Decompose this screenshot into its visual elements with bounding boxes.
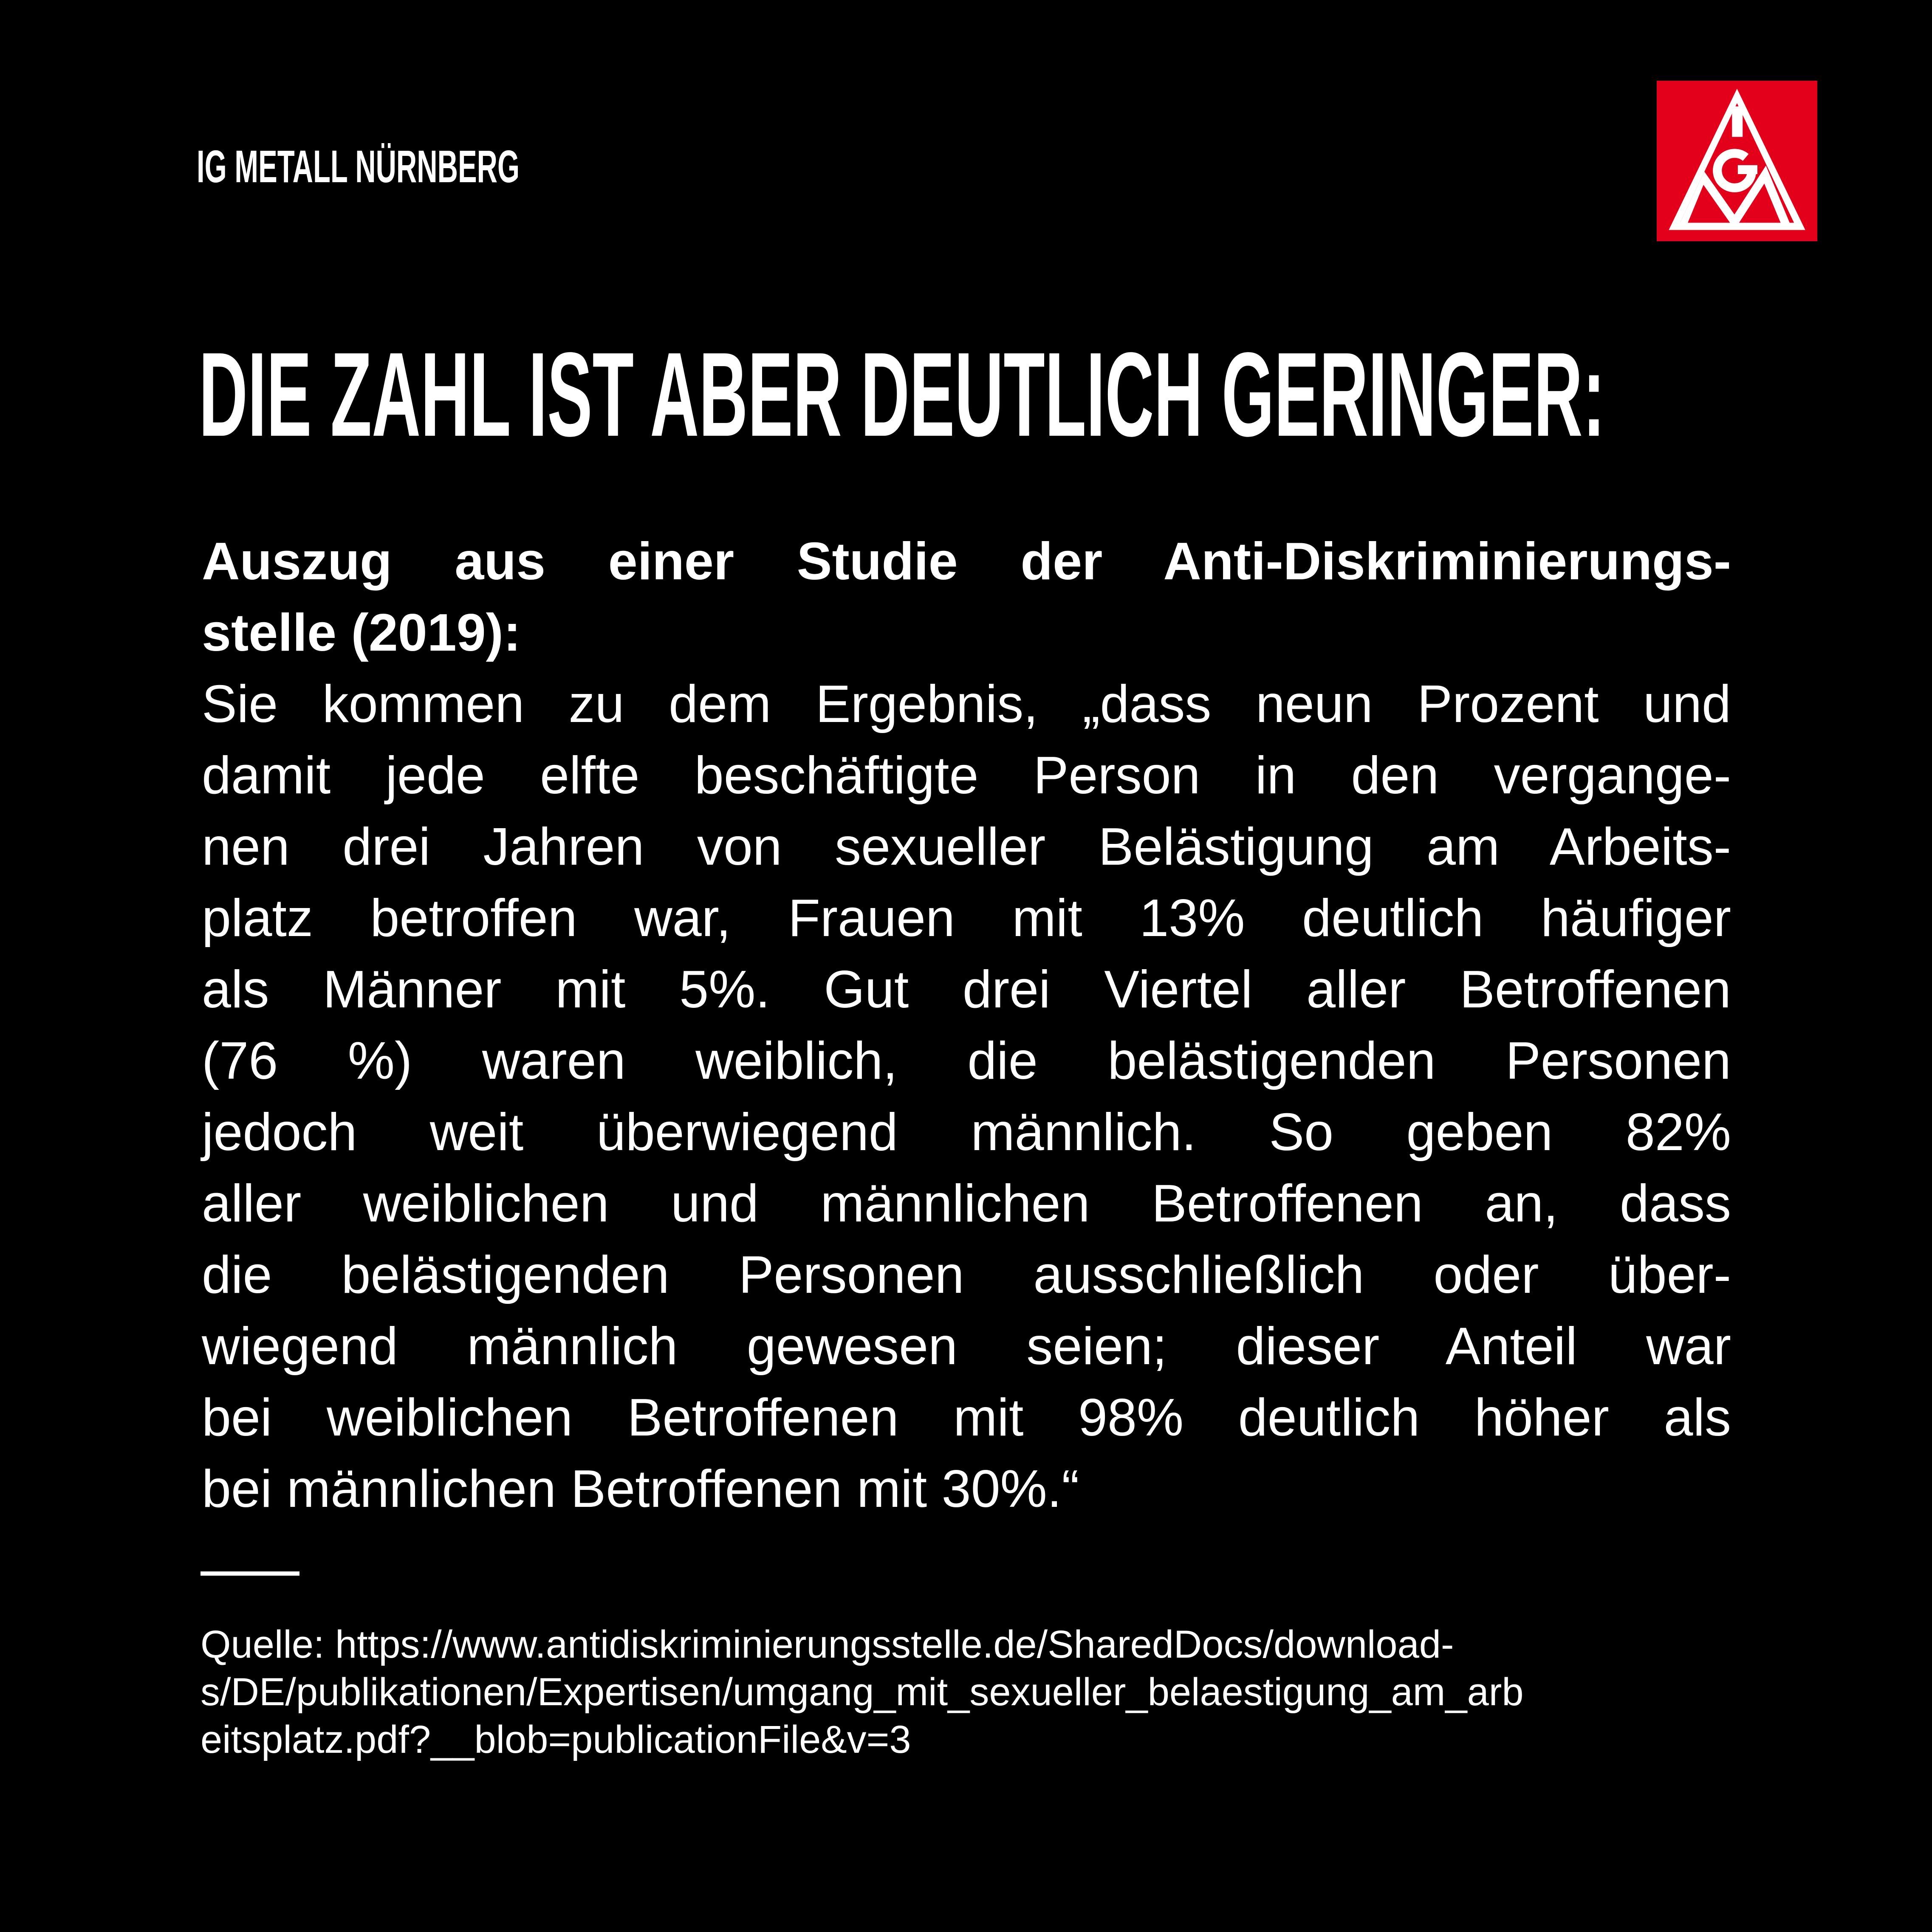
quote-line: damit jede elfte beschäftigte Person in den vergange- [202, 746, 1731, 805]
quote-line: jedoch weit überwiegend männlich. So geben 82% [202, 1103, 1731, 1162]
intro-line: Auszug aus einer Studie der Anti-Diskriminierungs- [202, 532, 1731, 591]
quote-line: (76 %) waren weiblich, die belästigenden Personen [202, 1032, 1731, 1090]
divider [201, 1571, 299, 1576]
brand-label: IG METALL NÜRNBERG [197, 141, 520, 192]
quote-line: wiegend männlich gewesen seien; dieser Anteil war [202, 1317, 1731, 1376]
quote-line: nen drei Jahren von sexueller Belästigung am Arbeits- [202, 818, 1731, 876]
quote-line: platz betroffen war, Frauen mit 13% deutlich häufiger [202, 889, 1731, 948]
quote-line: die belästigenden Personen ausschließlich oder über- [202, 1246, 1731, 1304]
quote-line: als Männer mit 5%. Gut drei Viertel aller Betroffenen [202, 960, 1731, 1019]
page-title: DIE ZAHL IST ABER DEUTLICH GERINGER: [199, 327, 1605, 461]
quote-line: bei weiblichen Betroffenen mit 98% deutlich höher als [202, 1388, 1731, 1447]
source-line: Quelle: https://www.antidiskriminierungsstelle.de/SharedDocs/download- [201, 1623, 1454, 1666]
quote-line: bei männlichen Betroffenen mit 30%.“ [202, 1460, 1079, 1518]
igm-logo-icon [1657, 81, 1817, 241]
quote-line: Sie kommen zu dem Ergebnis, „dass neun Prozent und [202, 675, 1731, 733]
body-text [202, 526, 1731, 1525]
source-text [201, 1621, 1713, 1763]
quote-line: aller weiblichen und männlichen Betroffenen an, dass [202, 1174, 1731, 1233]
igm-logo [1657, 81, 1817, 241]
intro-line: stelle (2019): [202, 604, 521, 662]
source-line: eitsplatz.pdf?__blob=publicationFile&v=3 [201, 1718, 911, 1761]
source-line: s/DE/publikationen/Expertisen/umgang_mit_sexueller_belaestigung_am_arb [201, 1670, 1524, 1714]
